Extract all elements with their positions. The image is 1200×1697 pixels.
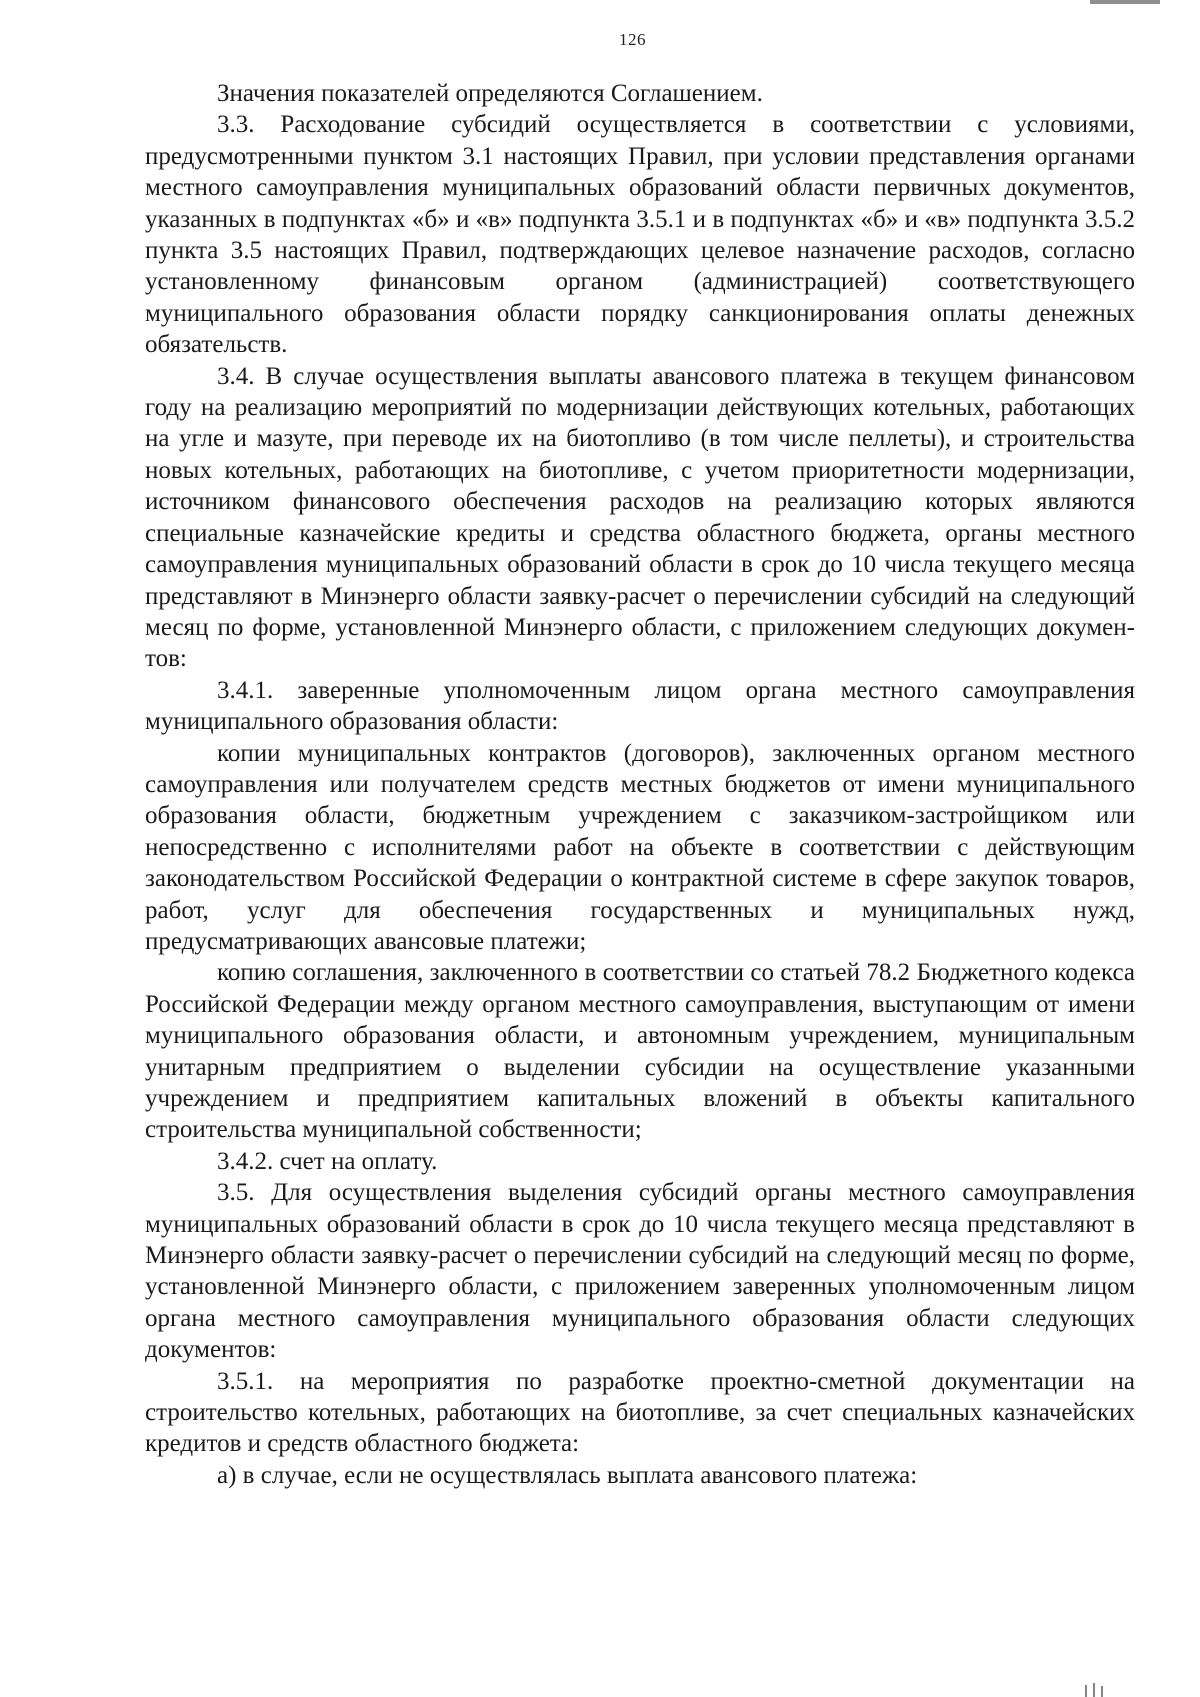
scan-artifact-bottom-3 [1101, 1686, 1103, 1697]
scan-artifact-bottom-1 [1085, 1685, 1087, 1697]
scan-artifact-top [1090, 0, 1160, 4]
paragraph-3-5-1: 3.5.1. на мероприятия по разработке проектно-сметной документации на строительство котельных, работающих на биотопливе, за счет специальных казначейских кредитов и средств областного бюджета: [145, 1367, 1135, 1458]
paragraph-indicators-note: Значения показателей определяются Соглашением. [217, 80, 763, 107]
scan-artifact-bottom-2 [1093, 1683, 1095, 1697]
paragraph-3-4-1: 3.4.1. заверенные уполномоченным лицом органа местного самоуправления муниципального образования области: [145, 676, 1135, 736]
page-number: 126 [619, 30, 646, 49]
paragraph-agreement-copy: копию соглашения, заключенного в соответствии со статьей 78.2 Бюджетного кодекса Российской Федерации между органом местного самоуправления, выступающим от имени муниципального образования области, и автономным учреждением, муниципальным унитарным предприятием о выделении субсидии на осуществление указанными учреждением и предприятием капитальных вложений в объекты капитального строительства муниципальной собственности; [145, 959, 1135, 1144]
paragraph-contract-copies: копии муниципальных контрактов (договоров), заключенных органом местного самоуправления или получателем средств местных бюджетов от имени муниципального образования области, бюджетным учреждением с заказчиком-застройщиком или непосредственно с исполнителями работ на объекте в соответствии с действующим законодательством Российской Федерации о контрактной системе в сфере закупок товаров, работ, услуг для обеспечения государственных и муниципальных нужд, предусматривающих авансовые платежи; [145, 739, 1135, 955]
paragraph-3-3: 3.3. Расходование субсидий осуществляется в соответствии с условиями, предусмотренными пунктом 3.1 настоящих Правил, при условии представления органами местного самоуправления муниципальных образований области первичных документов, указанных в подпунктах «б» и «в» подпункта 3.5.1 и в подпунктах «б» и «в» подпункта 3.5.2 пункта 3.5 настоящих Правил, подтверждающих целевое назначение расходов, согласно установленному финансовым органом (администрацией) соответствующего муниципального образования области порядку санкционирования оплаты денежных обязательств. [145, 111, 1135, 359]
document-body [145, 78, 1135, 1491]
paragraph-item-a: а) в случае, если не осуществлялась выплата авансового платежа: [217, 1461, 918, 1489]
paragraph-3-5: 3.5. Для осуществления выделения субсидий органы местного самоуправления муниципальных образований области в срок до 10 числа текущего месяца представляют в Минэнерго области заявку-расчет о перечислении субсидий на следующий месяц по форме, установленной Минэнерго области, с приложением заверенных уполномоченным лицом органа местного самоуправления муниципального образования области следующих документов: [145, 1179, 1135, 1364]
paragraph-3-4: 3.4. В случае осуществления выплаты авансового платежа в текущем финансовом году на реализацию мероприятий по модернизации действующих котельных, работающих на угле и мазуте, при переводе их на биотопливо (в том числе пеллеты), и строительства новых котельных, работающих на биотопливе, с учетом приоритетности модернизации, источником финансового обеспечения расходов на реализацию которых являются специальные казначейские кредиты и средства областного бюджета, органы местного самоуправления муниципальных образований области в срок до 10 числа текущего месяца представляют в Минэнерго области заявку-расчет о перечислении субсидий на следующий месяц по форме, установленной Минэнерго области, с приложением следующих документов: [145, 362, 1135, 673]
paragraph-3-4-2: 3.4.2. счет на оплату. [217, 1147, 438, 1175]
